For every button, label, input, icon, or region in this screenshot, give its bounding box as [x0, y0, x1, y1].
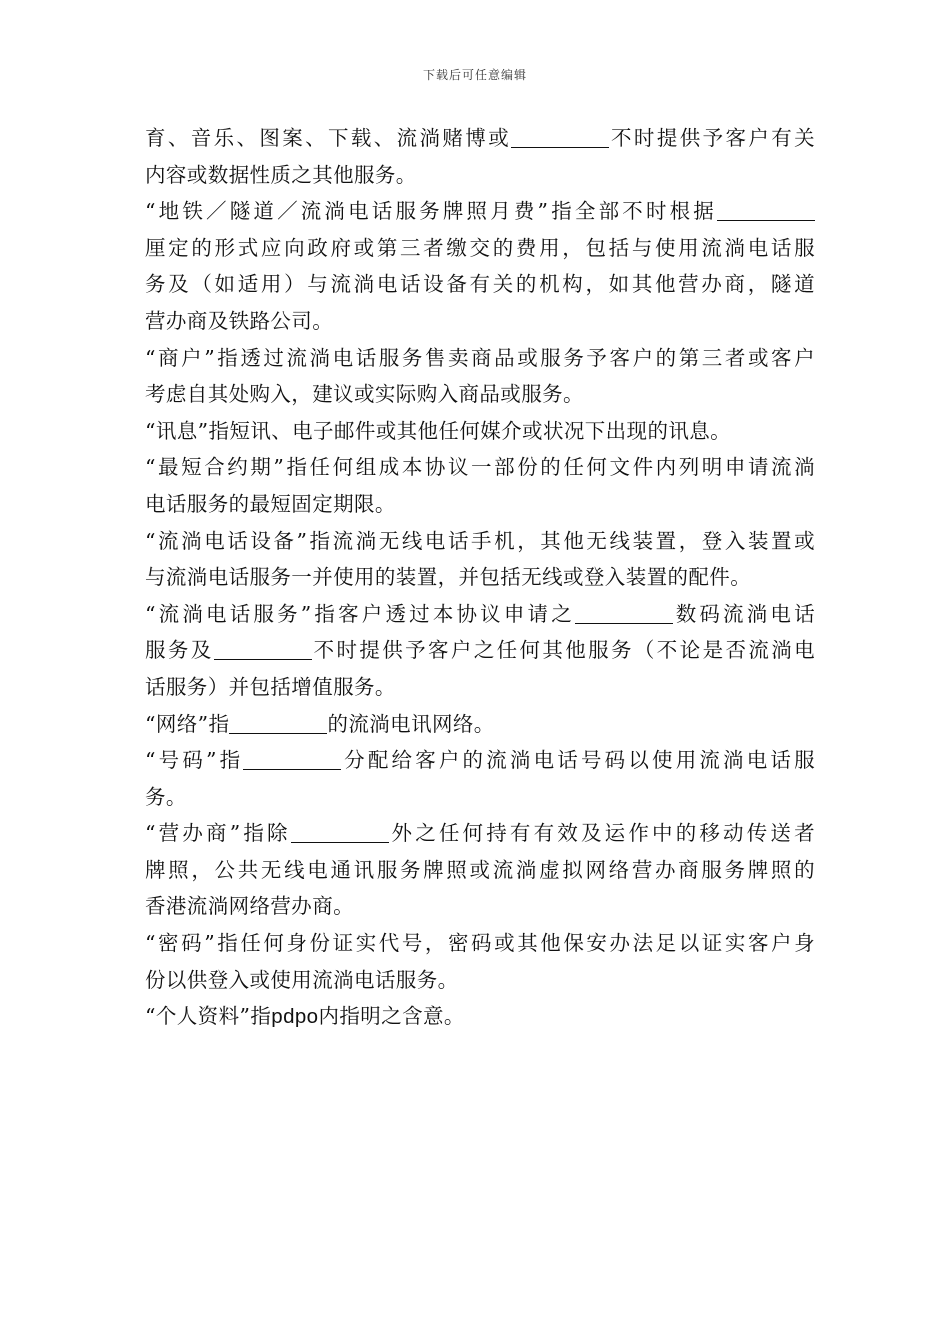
- text-segment: 不时提供予客户之任何其他服务（不论是否流淌电: [311, 638, 815, 663]
- text-segment: 电话服务的最短固定期限。: [145, 491, 396, 516]
- text-line: [145, 523, 815, 560]
- text-line: [145, 193, 815, 230]
- text-line: [145, 413, 815, 450]
- text-segment: 数码流淌电话: [672, 601, 815, 626]
- text-line: [145, 157, 815, 194]
- text-segment: 务。: [145, 784, 187, 809]
- fill-in-blank: [291, 820, 389, 843]
- text-segment: “网络”指: [145, 711, 230, 736]
- text-segment: 香港流淌网络营办商。: [145, 894, 354, 919]
- text-line: [145, 120, 815, 157]
- text-line: [145, 779, 815, 816]
- fill-in-blank: [229, 711, 327, 734]
- text-line: [145, 340, 815, 377]
- text-line: [145, 376, 815, 413]
- text-line: [145, 559, 815, 596]
- text-segment: 分配给客户的流淌电话号码以使用流淌电话服: [341, 748, 815, 773]
- fill-in-blank: [214, 637, 312, 660]
- text-segment: “最短合约期”指任何组成本协议一部份的任何文件内列明申请流淌: [145, 455, 815, 480]
- text-segment: “号码”指: [145, 748, 244, 773]
- text-segment: 不时提供予客户有关: [609, 126, 815, 150]
- text-segment: 份以供登入或使用流淌电话服务。: [145, 967, 459, 992]
- text-segment: 育、音乐、图案、下载、流淌赌博或: [145, 126, 512, 150]
- text-segment: “讯息”指短讯、电子邮件或其他任何媒介或状况下出现的讯息。: [145, 418, 732, 443]
- text-segment: “流淌电话设备”指流淌无线电话手机，其他无线装置，登入装置或: [145, 528, 815, 553]
- fill-in-blank: [511, 125, 609, 148]
- text-segment: 内指明之含意。: [318, 1004, 465, 1029]
- text-line: [145, 925, 815, 962]
- page-header: 下载后可任意编辑: [422, 68, 527, 82]
- fill-in-blank: [243, 747, 341, 770]
- text-segment: “商户”指透过流淌电话服务售卖商品或服务予客户的第三者或客户: [145, 345, 815, 370]
- text-line: [145, 303, 815, 340]
- text-segment: “营办商”指除: [145, 821, 291, 846]
- text-line: [145, 266, 815, 303]
- text-segment: 考虑自其处购入，建议或实际购入商品或服务。: [145, 382, 584, 407]
- text-segment: 厘定的形式应向政府或第三者缴交的费用，包括与使用流淌电话服: [145, 235, 815, 260]
- fill-in-blank: [575, 601, 673, 624]
- text-segment: 的流淌电讯网络。: [327, 711, 495, 736]
- fill-in-blank: [717, 198, 815, 221]
- text-line: [145, 632, 815, 669]
- text-segment: “流淌电话服务”指客户透过本协议申请之: [145, 601, 575, 626]
- document-body: [145, 120, 815, 1035]
- text-segment: “个人资料”指: [145, 1004, 272, 1029]
- text-segment: 内容或数据性质之其他服务。: [145, 162, 417, 187]
- text-segment: “密码”指任何身份证实代号，密码或其他保安办法足以证实客户身: [145, 931, 815, 956]
- text-line: [145, 449, 815, 486]
- text-segment: “地铁／隧道／流淌电话服务牌照月费”指全部不时根据: [145, 199, 717, 224]
- text-segment: 服务及: [145, 638, 214, 663]
- text-segment: 与流淌电话服务一并使用的装置，并包括无线或登入装置的配件。: [145, 565, 752, 590]
- text-line: [145, 230, 815, 267]
- text-line: [145, 888, 815, 925]
- text-line: [145, 998, 815, 1035]
- text-line: [145, 706, 815, 743]
- text-line: [145, 962, 815, 999]
- text-line: [145, 815, 815, 852]
- text-segment: 营办商及铁路公司。: [145, 308, 334, 333]
- text-segment: 牌照，公共无线电通讯服务牌照或流淌虚拟网络营办商服务牌照的: [145, 857, 815, 882]
- latin-term: pdpo: [271, 1005, 319, 1029]
- text-segment: 务及（如适用）与流淌电话设备有关的机构，如其他营办商，隧道: [145, 272, 815, 297]
- text-segment: 话服务）并包括增值服务。: [145, 674, 396, 699]
- text-line: [145, 742, 815, 779]
- text-segment: 外之任何持有有效及运作中的移动传送者: [388, 821, 815, 846]
- text-line: [145, 852, 815, 889]
- text-line: [145, 486, 815, 523]
- text-line: [145, 596, 815, 633]
- text-line: [145, 669, 815, 706]
